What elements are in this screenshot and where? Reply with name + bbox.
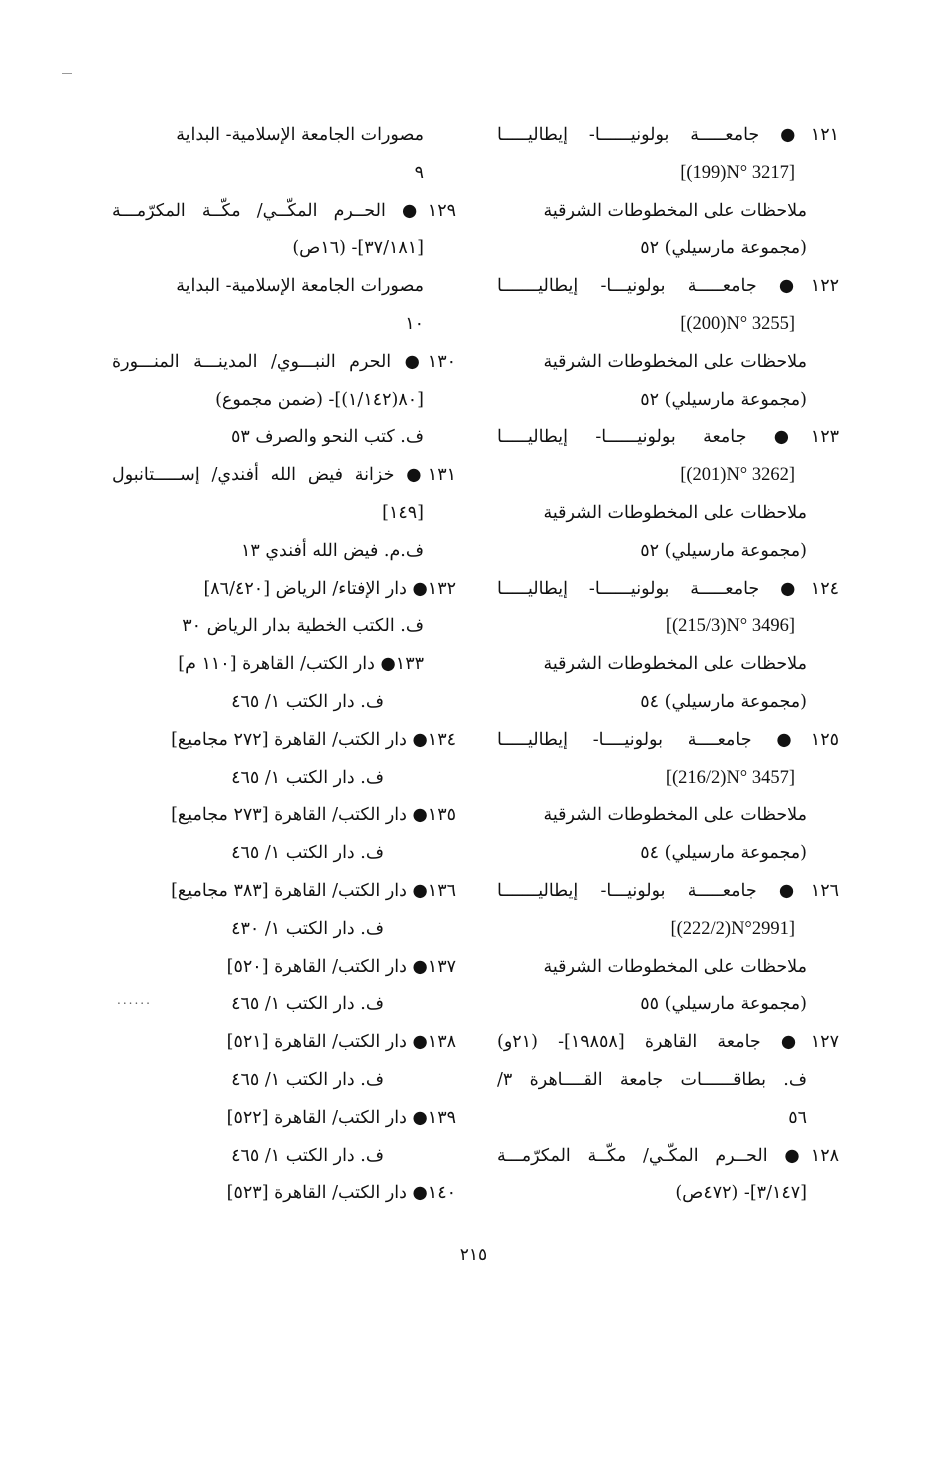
entry-138-source: ف. دار الكتب ١/ ٤٦٥	[231, 1069, 384, 1090]
entry-124-source: ملاحظات على المخطوطات الشرقية	[543, 654, 807, 675]
entry-123-heading: ١٢٣● جامعة بولونيــــــا- إيطاليـــــا	[497, 427, 839, 448]
entry-129-shelfmark: [٣٧/١٨١]- (١٦ص)	[292, 238, 424, 259]
entry-121-heading: ١٢١● جامعـــــة بولونيــــــا- إيطاليـــــا	[497, 125, 839, 145]
entry-128-source: مصورات الجامعة الإسلامية- البداية	[176, 125, 424, 145]
entry-134-source: ف. دار الكتب ١/ ٤٦٥	[231, 767, 384, 788]
entry-123-shelfmark: [(201)N° 3262]	[680, 465, 795, 486]
entry-139-heading: ١٣٩● دار الكتب/ القاهرة [٥٢٢]	[226, 1107, 456, 1128]
entry-131-shelfmark: [١٤٩]	[382, 502, 424, 523]
entry-131-source: ف.م. فيض الله أفندي ١٣	[240, 540, 424, 561]
entry-125-source: ملاحظات على المخطوطات الشرقية	[543, 805, 807, 826]
entry-122-source-page: (مجموعة مارسيلي) ٥٢	[640, 389, 807, 410]
entry-122-heading: ١٢٢● جامعـــــة بولونيـــا- إيطاليـــــــا	[497, 276, 839, 297]
entry-126-source-page: (مجموعة مارسيلي) ٥٥	[640, 994, 807, 1015]
entry-126-heading: ١٢٦● جامعـــــة بولونيـــا- إيطاليـــــــا	[497, 880, 839, 901]
entry-133-source: ف. دار الكتب ١/ ٤٦٥	[231, 691, 384, 712]
entry-127-source: ف. بطاقــــــات جامعة القــــاهرة ٣/	[497, 1069, 807, 1090]
entry-140-heading: ١٤٠● دار الكتب/ القاهرة [٥٢٣]	[226, 1183, 456, 1204]
entry-129-source: مصورات الجامعة الإسلامية- البداية	[176, 276, 424, 297]
entry-127-heading: ١٢٧● جامعة القاهرة [١٩٨٥٨]- (٢١و)	[497, 1032, 839, 1053]
entry-129-source-page: ١٠	[405, 313, 424, 334]
entry-123-source: ملاحظات على المخطوطات الشرقية	[543, 502, 807, 523]
entry-130-heading: ١٣٠● الحرم النبـــوي/ المدينـــة المنـــورة	[112, 351, 456, 372]
left-column	[112, 117, 456, 1213]
entry-130-shelfmark: [٨٠(١/١٤٢)]- (ضمن مجموع)	[215, 389, 424, 410]
page-number: ٢١٥	[459, 1245, 488, 1265]
entry-124-source-page: (مجموعة مارسيلي) ٥٤	[640, 691, 807, 712]
entry-130-source: ف. كتب النحو والصرف ٥٣	[231, 427, 424, 448]
entry-125-shelfmark: [(216/2)N° 3457]	[665, 767, 795, 788]
entry-133-heading: ١٣٣● دار الكتب/ القاهرة [١١٠ م]	[178, 654, 424, 675]
entry-138-heading: ١٣٨● دار الكتب/ القاهرة [٥٢١]	[226, 1032, 456, 1053]
entry-121-source: ملاحظات على المخطوطات الشرقية	[543, 200, 807, 221]
entry-135-heading: ١٣٥● دار الكتب/ القاهرة [٢٧٣ مجاميع]	[171, 805, 456, 826]
entry-126-shelfmark: [(222/2)N°2991]	[670, 918, 795, 939]
entry-124-heading: ١٢٤● جامعـــــة بولونيــــــا- إيطاليـــــا	[497, 578, 839, 599]
entry-137-heading: ١٣٧● دار الكتب/ القاهرة [٥٢٠]	[226, 956, 456, 977]
entry-131-heading: ١٣١● خزانة فيض الله أفندي/ إســـــتانبول	[112, 465, 456, 486]
entry-125-heading: ١٢٥● جامعــــة بولونيــــا- إيطاليـــــا	[497, 729, 839, 750]
scan-mark	[62, 73, 72, 74]
entry-124-shelfmark: [(215/3)N° 3496]	[665, 616, 795, 637]
entry-132-source: ف. الكتب الخطية بدار الرياض ٣٠	[182, 616, 424, 637]
entry-128-heading: ١٢٨● الحــرم المكّـي/ مكّــة المكرّمـــة	[497, 1145, 839, 1166]
entry-128-source-page: ٩	[414, 162, 424, 183]
entry-127-source-page: ٥٦	[788, 1107, 807, 1128]
entry-128-shelfmark: [٣/١٤٧]- (٤٧٢ص)	[675, 1183, 807, 1204]
entry-123-source-page: (مجموعة مارسيلي) ٥٢	[640, 540, 807, 561]
dotted-mark: ......	[117, 993, 152, 1007]
entry-136-heading: ١٣٦● دار الكتب/ القاهرة [٣٨٣ مجاميع]	[171, 880, 456, 901]
entry-126-source: ملاحظات على المخطوطات الشرقية	[543, 956, 807, 977]
entry-125-source-page: (مجموعة مارسيلي) ٥٤	[640, 843, 807, 864]
entry-137-source: ف. دار الكتب ١/ ٤٦٥	[231, 994, 384, 1015]
entry-134-heading: ١٣٤● دار الكتب/ القاهرة [٢٧٢ مجاميع]	[171, 729, 456, 750]
entry-122-source: ملاحظات على المخطوطات الشرقية	[543, 351, 807, 372]
entry-135-source: ف. دار الكتب ١/ ٤٦٥	[231, 843, 384, 864]
right-column	[497, 117, 839, 1213]
entry-132-heading: ١٣٢● دار الإفتاء/ الرياض [٨٦/٤٢٠]	[203, 578, 456, 599]
entry-121-source-page: (مجموعة مارسيلي) ٥٢	[640, 238, 807, 259]
entry-121-shelfmark: [(199)N° 3217]	[680, 162, 795, 183]
entry-139-source: ف. دار الكتب ١/ ٤٦٥	[231, 1145, 384, 1166]
entry-122-shelfmark: [(200)N° 3255]	[680, 313, 795, 334]
entry-136-source: ف. دار الكتب ١/ ٤٣٠	[231, 918, 384, 939]
entry-129-heading: ١٢٩● الحــرم المكّــي/ مكّــة المكرّمـــة	[112, 200, 456, 221]
